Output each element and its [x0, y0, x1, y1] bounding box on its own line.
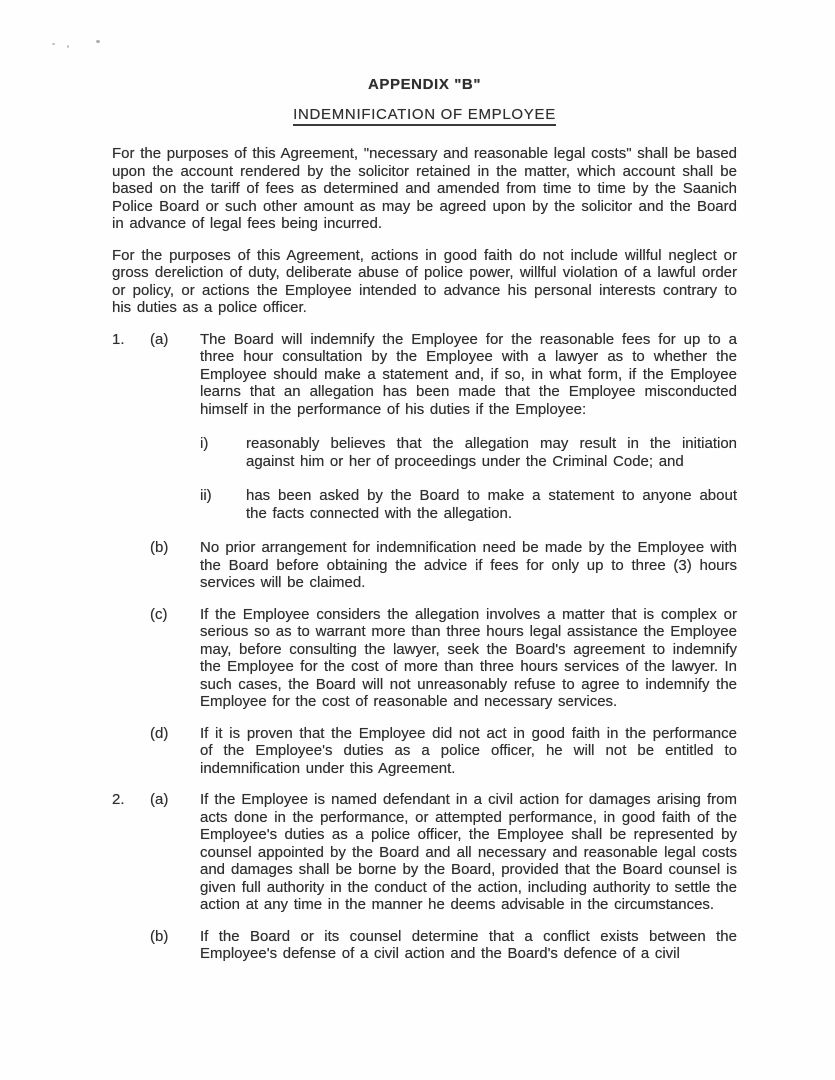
list-item-1c	[112, 606, 737, 711]
subitem-text: reasonably believes that the allegation may result in the initiation against him or her of proceedings under the Criminal Code; and	[246, 435, 737, 470]
list-item-1d	[112, 725, 737, 778]
subitem-label: ii)	[200, 487, 212, 504]
scan-noise-speck	[67, 45, 69, 48]
scan-noise-speck	[52, 43, 55, 45]
item-label: (c)	[150, 605, 168, 623]
item-text: If it is proven that the Employee did not act in good faith in the performance of the Employee's duties as a police officer, he will not be entitled to indemnification under this Agreement.	[200, 724, 737, 777]
list-item-1b	[112, 539, 737, 592]
item-text: The Board will indemnify the Employee for the reasonable fees for up to a three hour consultation by the Employee with a lawyer as to whether the Employee should make a statement and, if so, in what form, if the Employee learns that an allegation has been made that the Employee misconducted himself in the performance of his duties if the Employee:	[200, 330, 737, 418]
item-text: If the Employee is named defendant in a civil action for damages arising from acts done in the performance, or attempted performance, in good faith of the Employee's duties as a police officer, the Employee shall be represented by counsel appointed by the Board and all necessary and reasonable legal costs and damages shall be borne by the Board, provided that the Board counsel is given full authority in the conduct of the action, including authority to settle the action at any time in the manner he deems advisable in the circumstances.	[200, 791, 737, 913]
subitem-label: i)	[200, 435, 209, 452]
item-number: 1.	[112, 330, 125, 348]
intro-paragraph-2: For the purposes of this Agreement, actions in good faith do not include willful neglect or gross dereliction of duty, deliberate abuse of police power, willful violation of a lawful order or policy, or actions the Employee intended to advance his personal interests contrary to his duties as a police officer.	[112, 246, 737, 316]
list-subitem-1a-i	[200, 435, 737, 470]
list-item-2b	[112, 928, 737, 963]
document-body	[112, 76, 737, 963]
item-text: No prior arrangement for indemnification need be made by the Employee with the Board before obtaining the advice if fees for only up to three (3) hours services will be claimed.	[200, 539, 737, 591]
item-number	[112, 928, 150, 963]
list-subitem-1a-ii	[200, 487, 737, 522]
item-text: If the Employee considers the allegation involves a matter that is complex or serious so as to warrant more than three hours legal assistance the Employee may, before consulting the lawyer, seek the Board's agreement to indemnify the Employee for the cost of more than three hours services of the lawyer. In such cases, the Board will not unreasonably refuse to agree to indemnify the Employee for the cost of reasonable and necessary services.	[200, 605, 737, 710]
list-item-2a	[112, 791, 737, 914]
document-heading-row	[112, 106, 737, 126]
scan-noise-speck	[96, 40, 100, 43]
subitem-text: has been asked by the Board to make a statement to anyone about the facts connected with the allegation.	[246, 487, 737, 522]
intro-paragraph-1: For the purposes of this Agreement, "necessary and reasonable legal costs" shall be based upon the account rendered by the solicitor retained in the matter, which account shall be based on the tariff of fees as determined and amended from time to time by the Saanich Police Board or such other amount as may be agreed upon by the solicitor and the Board in advance of legal fees being incurred.	[112, 145, 737, 232]
item-text: If the Board or its counsel determine that a conflict exists between the Employee's defense of a civil action and the Board's defence of a civil	[200, 927, 737, 962]
document-heading: INDEMNIFICATION OF EMPLOYEE	[293, 106, 556, 126]
appendix-title: APPENDIX "B"	[367, 76, 482, 93]
item-label: (b)	[150, 539, 169, 556]
list-item-1a	[112, 331, 737, 419]
item-label: (a)	[150, 330, 169, 348]
item-number: 2.	[112, 791, 125, 808]
item-label: (b)	[150, 927, 169, 945]
item-number	[112, 539, 150, 592]
item-label: (d)	[150, 724, 169, 742]
item-number	[112, 725, 150, 778]
item-label: (a)	[150, 791, 169, 808]
item-number	[112, 606, 150, 711]
